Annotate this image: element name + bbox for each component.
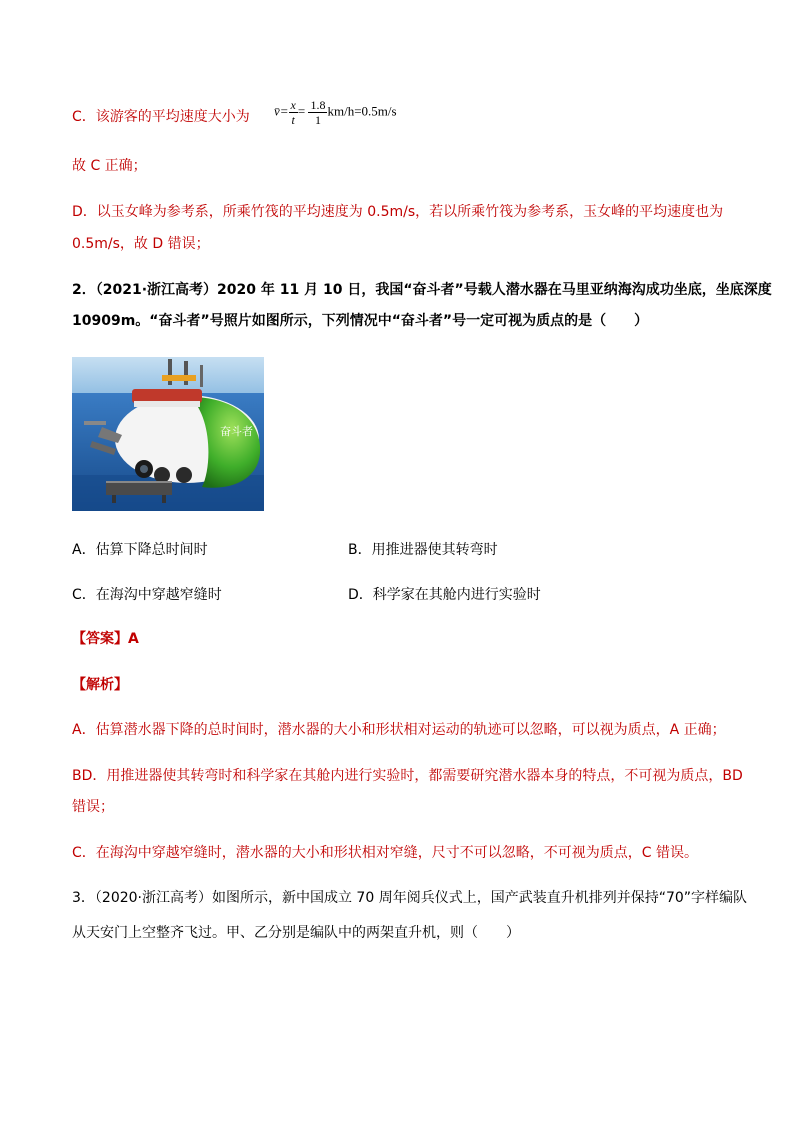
formula-lhs: v̄= (274, 103, 289, 119)
hull-label: 奋斗者 (220, 425, 253, 438)
option-a[interactable]: A．估算下降总时间时 (72, 542, 208, 558)
question-2-line-2: 10909m。“奋斗者”号照片如图所示，下列情况中“奋斗者”号一定可视为质点的是（ ） (72, 313, 649, 329)
frac1-num: x (290, 98, 296, 112)
frac1-den: t (291, 113, 295, 127)
option-d[interactable]: D．科学家在其舱内进行实验时 (348, 587, 541, 603)
frac2-num: 1.8 (310, 98, 326, 112)
formula-result: km/h=0.5m/s (327, 103, 397, 119)
frac2-den: 1 (314, 113, 321, 127)
question-3-line-2: 从天安门上空整齐飞过。甲、乙分别是编队中的两架直升机，则（ ） (72, 925, 520, 941)
c-conclusion-line: 故 C 正确； (72, 158, 147, 174)
question-2-line-1: 2．（2021·浙江高考）2020 年 11 月 10 日，我国“奋斗者”号载人潜水器在马里亚纳海沟成功坐底，坐底深度 (72, 282, 772, 298)
formula-eq: = (297, 103, 306, 119)
answer-line: 【答案】A (72, 631, 139, 647)
analysis-bd-2: 错误； (72, 799, 114, 815)
analysis-bd-1: BD．用推进器使其转弯时和科学家在其舱内进行实验时，都需要研究潜水器本身的特点，不可视为质点，BD (72, 768, 743, 784)
d-line-2: 0.5m/s，故 D 错误； (72, 236, 210, 252)
d-line-1: D．以玉女峰为参考系，所乘竹筏的平均速度为 0.5m/s，若以所乘竹筏为参考系，玉女峰的平均速度也为 (72, 204, 724, 220)
question-3-line-1: 3．（2020·浙江高考）如图所示，新中国成立 70 周年阅兵仪式上，国产武装直升机排列并保持“70”字样编队 (72, 890, 748, 906)
fraction-x-over-t (289, 98, 298, 127)
c-avg-speed-line: C．该游客的平均速度大小为 (72, 109, 250, 125)
submersible-photo (72, 357, 264, 511)
analysis-a: A．估算潜水器下降的总时间时，潜水器的大小和形状相对运动的轨迹可以忽略，可以视为质点，A 正确； (72, 722, 726, 738)
analysis-c: C．在海沟中穿越窄缝时，潜水器的大小和形状相对窄缝，尺寸不可以忽略，不可视为质点，C 错误。 (72, 845, 698, 861)
avg-speed-formula (274, 98, 397, 127)
analysis-heading: 【解析】 (72, 677, 128, 693)
fraction-value (308, 98, 327, 127)
submersible-illustration (72, 357, 264, 511)
option-c[interactable]: C．在海沟中穿越窄缝时 (72, 587, 222, 603)
option-b[interactable]: B．用推进器使其转弯时 (348, 542, 498, 558)
